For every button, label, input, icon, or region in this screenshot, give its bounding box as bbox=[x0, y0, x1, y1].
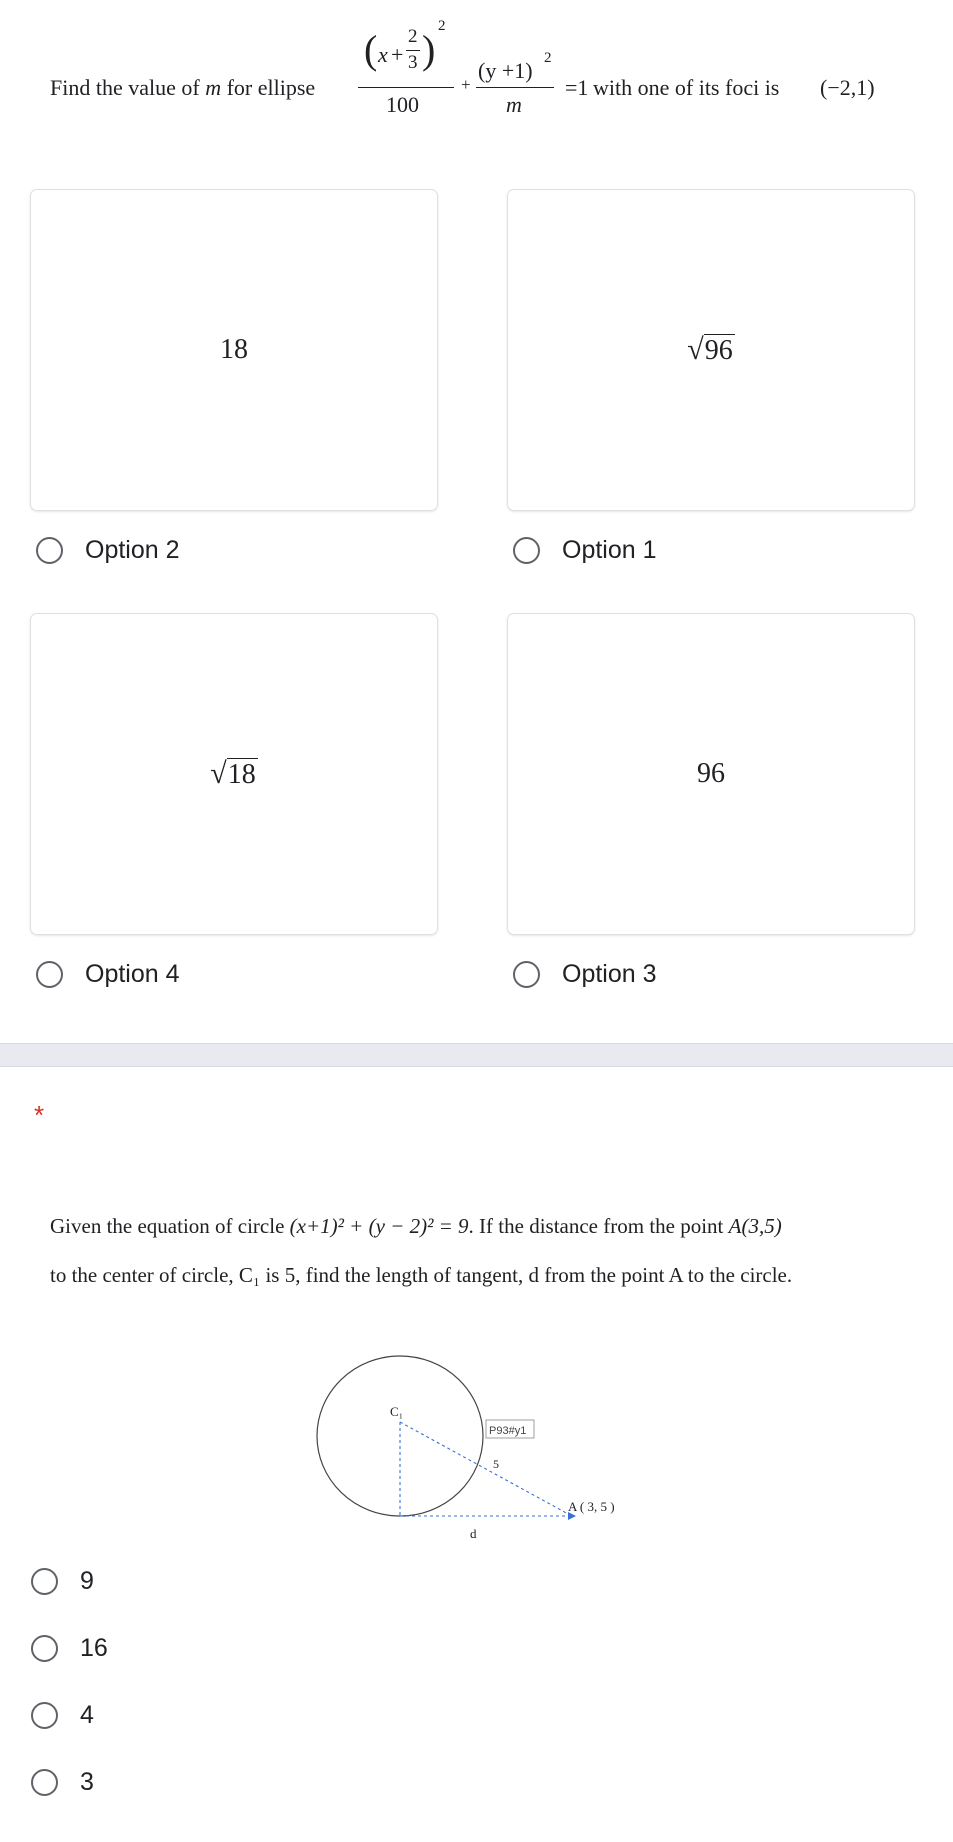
option-card-4[interactable] bbox=[31, 614, 437, 934]
required-asterisk: * bbox=[34, 1100, 45, 1130]
option-label: Option 1 bbox=[562, 536, 657, 564]
point-label: A ( 3, 5 ) bbox=[568, 1499, 615, 1514]
plus-sign: + bbox=[461, 75, 471, 94]
tangent-label: d bbox=[470, 1526, 477, 1541]
frac1-plus: + bbox=[391, 42, 404, 67]
section-divider bbox=[0, 1043, 953, 1067]
tangent-diagram bbox=[300, 1340, 660, 1550]
option-1-radio[interactable] bbox=[513, 536, 657, 565]
option-card-3[interactable] bbox=[508, 614, 914, 934]
center-label: C₁ bbox=[390, 1404, 404, 1419]
radio-circle[interactable] bbox=[513, 537, 540, 564]
fraction-2 bbox=[476, 14, 572, 124]
answer-radio-3[interactable] bbox=[31, 1768, 94, 1797]
option-label: Option 2 bbox=[85, 536, 180, 564]
question-2-line-1: Given the equation of circle (x+1)² + (y − 2)² = 9. If the distance from the point A(3,5) bbox=[50, 1214, 782, 1238]
radio-circle[interactable] bbox=[31, 1702, 58, 1729]
option-label: Option 3 bbox=[562, 960, 657, 988]
radio-circle[interactable] bbox=[36, 961, 63, 988]
frac2-numerator: (y +1) bbox=[478, 58, 533, 83]
circle-equation: (x+1)² + (y − 2)² = 9 bbox=[289, 1214, 469, 1238]
answer-radio-16[interactable] bbox=[31, 1634, 108, 1663]
q1-middle: for ellipse bbox=[221, 75, 316, 100]
frac1-exponent: 2 bbox=[438, 18, 446, 34]
distance-label: 5 bbox=[493, 1457, 499, 1471]
answer-radio-4[interactable] bbox=[31, 1701, 94, 1730]
answer-label: 4 bbox=[80, 1701, 94, 1729]
point-a: A(3,5) bbox=[728, 1214, 782, 1238]
radio-circle[interactable] bbox=[513, 961, 540, 988]
answer-radio-9[interactable] bbox=[31, 1567, 94, 1596]
option-card-1[interactable] bbox=[508, 190, 914, 510]
frac1-inner-den: 3 bbox=[408, 52, 418, 73]
question-2-line-2: to the center of circle, C₁ is 5, find the length of tangent, d from the point A to the circle. bbox=[50, 1263, 793, 1287]
option-card-value: 96 bbox=[704, 335, 733, 366]
q1-var-m: m bbox=[205, 75, 222, 100]
radio-circle[interactable] bbox=[31, 1568, 58, 1595]
radio-circle[interactable] bbox=[31, 1635, 58, 1662]
option-card-2[interactable] bbox=[31, 190, 437, 510]
frac1-x: x bbox=[378, 42, 388, 67]
frac1-denominator: 100 bbox=[386, 92, 419, 117]
q1-prefix: Find the value of bbox=[50, 75, 206, 100]
answer-label: 3 bbox=[80, 1768, 94, 1796]
answer-label: 9 bbox=[80, 1567, 94, 1595]
option-card-value: 96 bbox=[697, 758, 725, 789]
option-label: Option 4 bbox=[85, 960, 180, 988]
radio-circle[interactable] bbox=[36, 537, 63, 564]
q1-suffix: with one of its foci is bbox=[593, 75, 780, 100]
fraction-1: ( x + 2 3 ) 2 100 bbox=[358, 14, 458, 124]
frac2-exponent: 2 bbox=[544, 50, 552, 66]
option-card-value: 18 bbox=[220, 334, 248, 365]
option-3-radio[interactable] bbox=[513, 960, 657, 989]
sqrt-value: √96 bbox=[687, 333, 733, 366]
question-1 bbox=[50, 0, 950, 185]
frac1-inner-num: 2 bbox=[408, 26, 418, 47]
option-4-radio[interactable] bbox=[36, 960, 180, 989]
radio-circle[interactable] bbox=[31, 1769, 58, 1796]
option-2-radio[interactable] bbox=[36, 536, 180, 565]
answer-label: 16 bbox=[80, 1634, 108, 1662]
equals-one: =1 bbox=[565, 75, 589, 100]
sqrt-value: √18 bbox=[210, 757, 256, 790]
option-card-value: 18 bbox=[227, 759, 256, 790]
frac2-denominator: m bbox=[506, 92, 522, 117]
q1-focus: (−2,1) bbox=[820, 75, 875, 100]
watermark-text: P93#y1 bbox=[489, 1425, 527, 1437]
